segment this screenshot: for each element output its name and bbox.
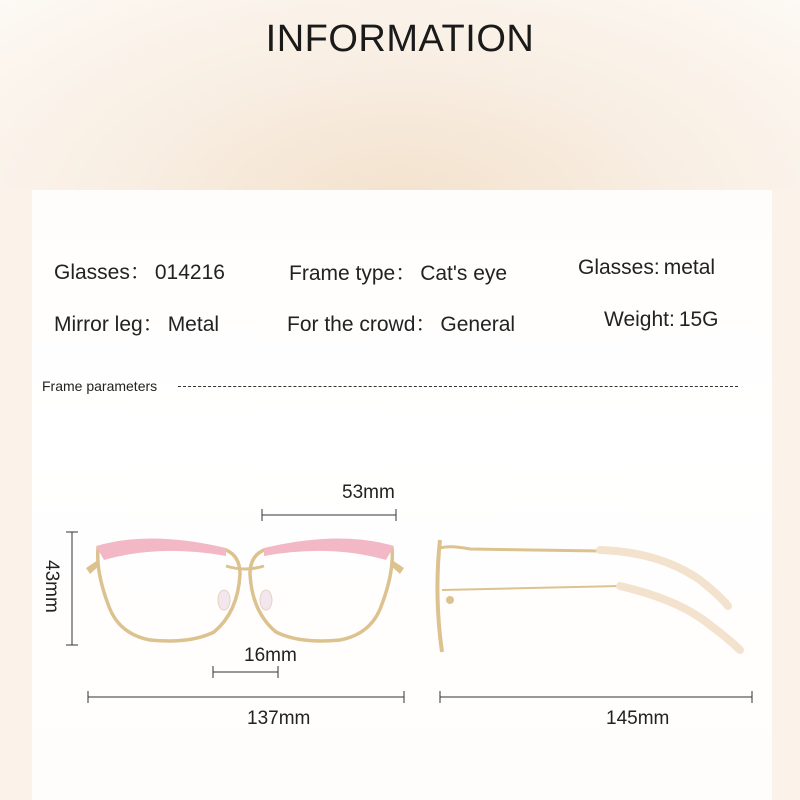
bridge-width-label: 16mm xyxy=(244,645,297,666)
spec-label: Glasses: xyxy=(578,256,660,279)
spec-label: Mirror leg： xyxy=(54,313,164,336)
lens-width-label: 53mm xyxy=(342,482,395,503)
spec-value: Metal xyxy=(167,313,220,336)
spec-label: For the crowd： xyxy=(287,313,437,336)
spec-value: metal xyxy=(663,256,716,279)
glasses-front-view xyxy=(86,538,404,641)
frame-parameters-label: Frame parameters xyxy=(42,378,158,394)
page-title: INFORMATION xyxy=(265,18,535,60)
spec-value: 014216 xyxy=(154,261,225,284)
dimension-lines xyxy=(66,509,752,703)
spec-label: Frame type： xyxy=(289,262,417,285)
spec-value: General xyxy=(440,313,516,336)
frame-width-label: 137mm xyxy=(247,708,311,729)
spec-value: Cat's eye xyxy=(420,262,508,285)
lens-height-label: 43mm xyxy=(41,560,62,613)
temple-length-label: 145mm xyxy=(606,708,670,729)
spec-value: 15G xyxy=(678,308,719,331)
spec-label: Weight: xyxy=(604,308,675,331)
glasses-side-view xyxy=(437,540,740,652)
spec-label: Glasses： xyxy=(54,261,151,284)
